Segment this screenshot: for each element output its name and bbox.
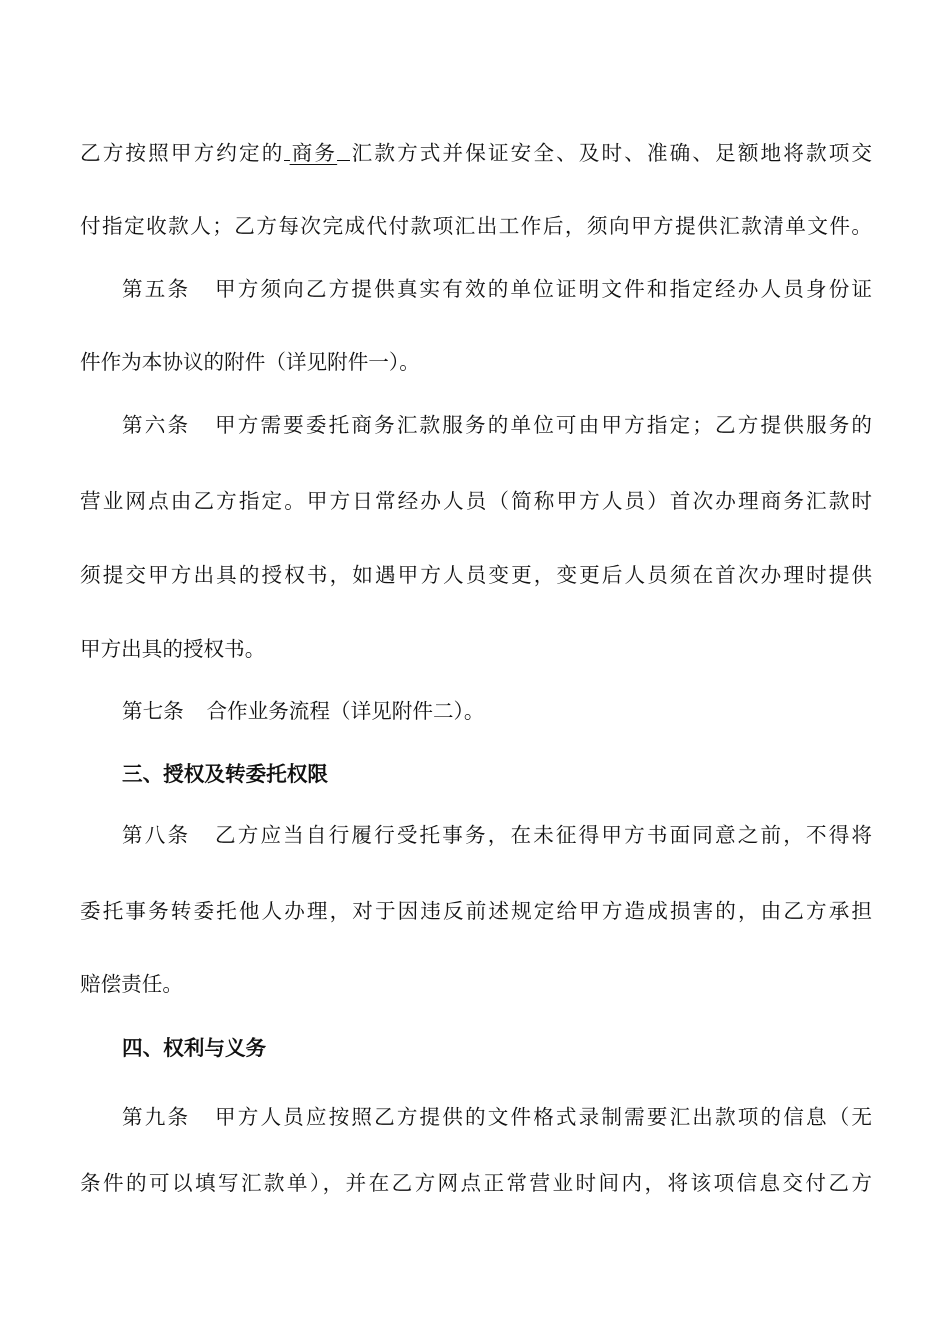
paragraph-line: 赔偿责任。	[80, 972, 183, 996]
article-text: 甲方须向乙方提供真实有效的单位证明文件和指定经办人员身份证	[212, 277, 872, 301]
article-text: 甲方人员应按照乙方提供的文件格式录制需要汇出款项的信息（无	[212, 1105, 872, 1129]
article-7	[122, 694, 872, 728]
article-5	[122, 272, 872, 306]
paragraph-line: 营业网点由乙方指定。甲方日常经办人员（简称甲方人员）首次办理商务汇款时	[80, 489, 872, 513]
article-8	[122, 818, 872, 852]
paragraph-line: 付指定收款人；乙方每次完成代付款项汇出工作后，须向甲方提供汇款清单文件。	[80, 214, 872, 238]
article-9	[122, 1100, 872, 1134]
blank-underline	[337, 136, 349, 161]
article-text: 合作业务流程（详见附件二）。	[206, 699, 485, 723]
filled-blank: 商务	[289, 141, 338, 165]
text-run: 汇款方式并保证安全、及时、准确、足额地将款项交	[349, 141, 872, 165]
paragraph-line	[80, 136, 872, 170]
article-label: 第八条	[122, 823, 191, 847]
paragraph-line: 委托事务转委托他人办理，对于因违反前述规定给甲方造成损害的，由乙方承担	[80, 899, 872, 923]
paragraph-line: 须提交甲方出具的授权书，如遇甲方人员变更，变更后人员须在首次办理时提供	[80, 563, 872, 587]
article-label: 第九条	[122, 1105, 191, 1129]
section-heading: 四、权利与义务	[122, 1036, 267, 1060]
article-label: 第五条	[122, 277, 191, 301]
section-heading: 三、授权及转委托权限	[122, 762, 328, 786]
text-run: 乙方按照甲方约定的	[80, 141, 285, 165]
article-6	[122, 408, 872, 442]
paragraph-line: 条件的可以填写汇款单），并在乙方网点正常营业时间内，将该项信息交付乙方	[80, 1171, 872, 1195]
paragraph-line: 件作为本协议的附件（详见附件一）。	[80, 350, 420, 374]
article-label: 第七条	[122, 699, 184, 723]
paragraph-line: 甲方出具的授权书。	[80, 637, 266, 661]
article-label: 第六条	[122, 413, 191, 437]
article-text: 甲方需要委托商务汇款服务的单位可由甲方指定；乙方提供服务的	[212, 413, 872, 437]
article-text: 乙方应当自行履行受托事务，在未征得甲方书面同意之前，不得将	[212, 823, 872, 847]
